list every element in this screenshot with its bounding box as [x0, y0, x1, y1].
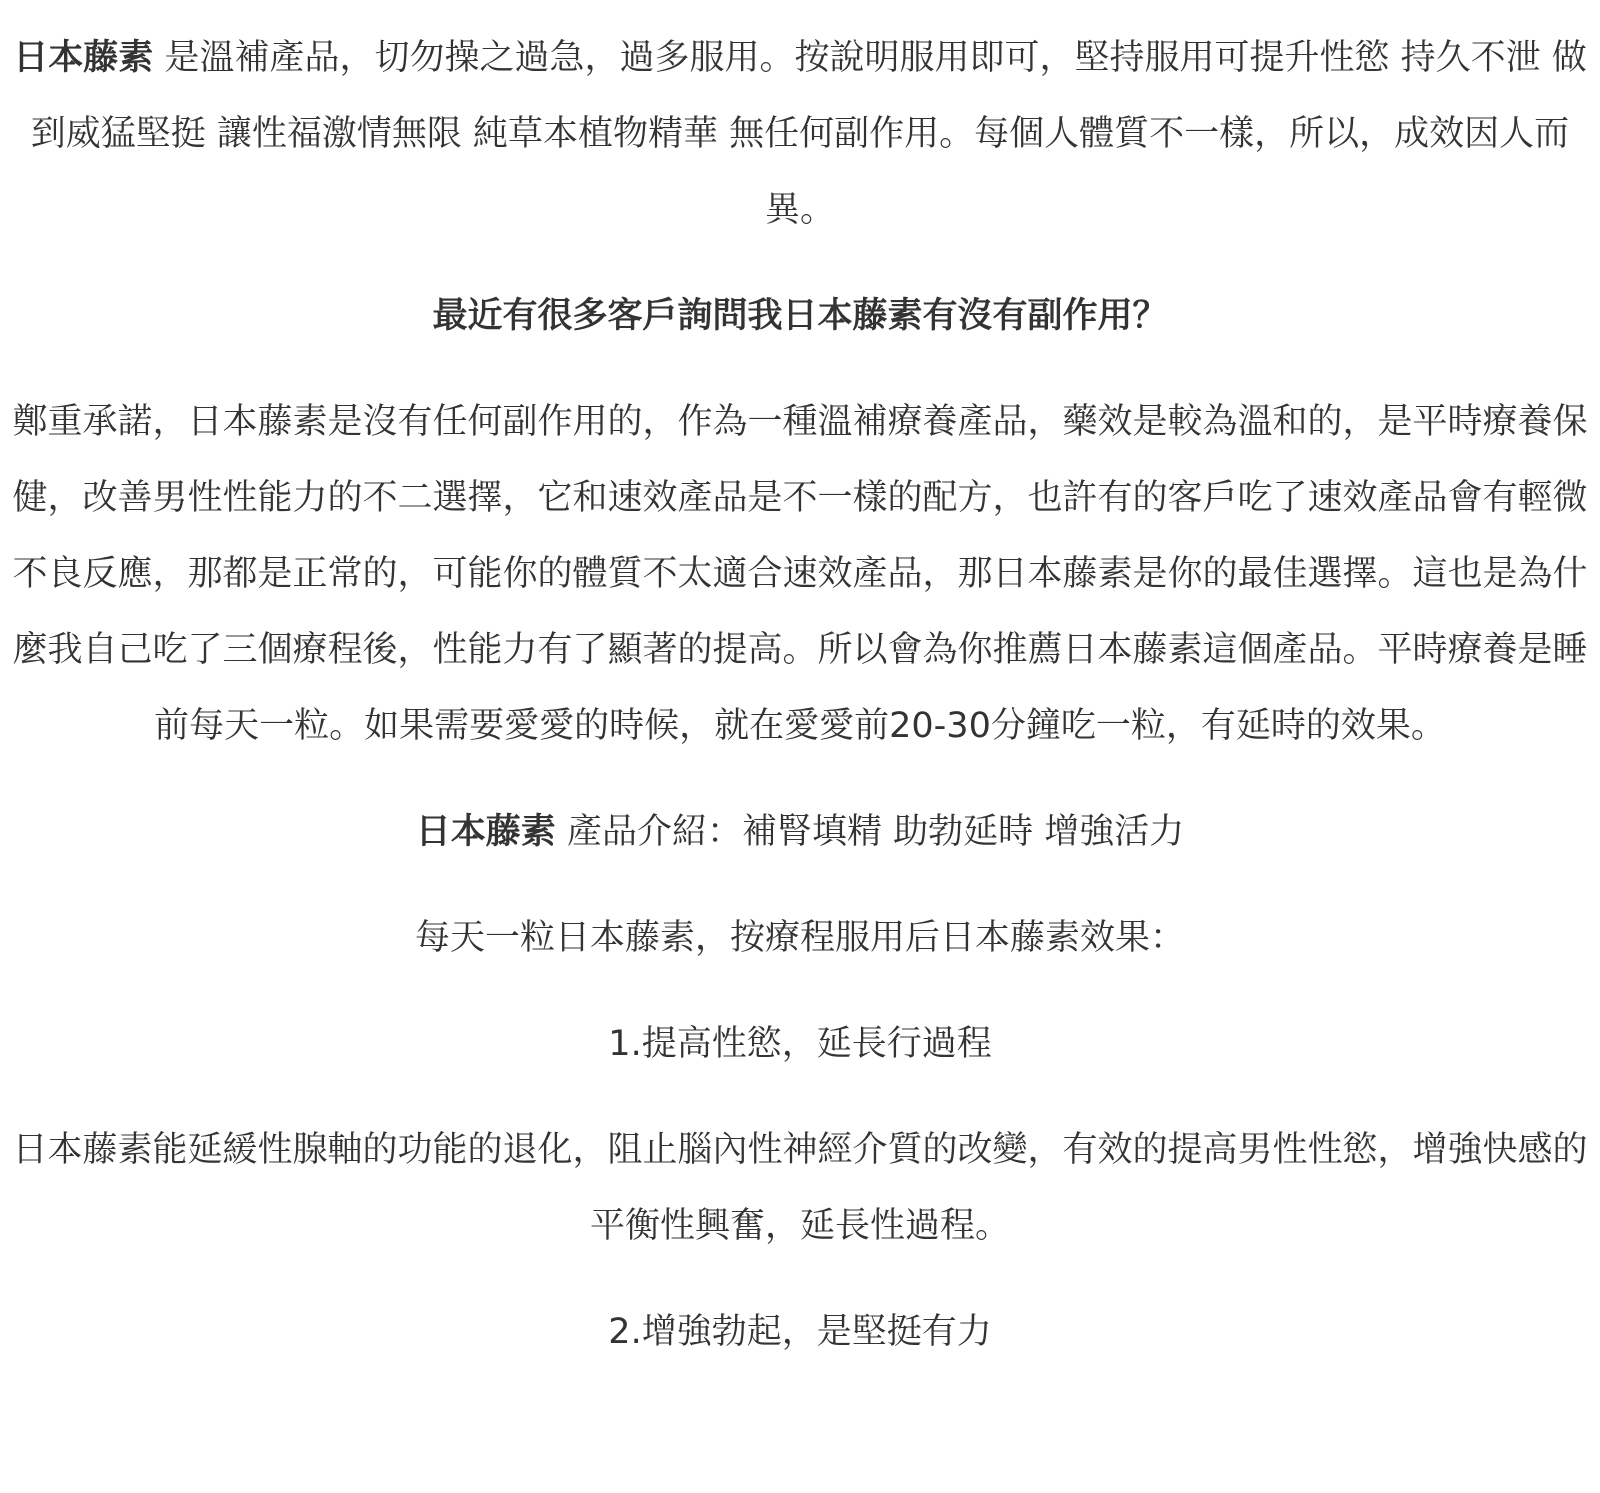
effect-1-title: 1.提高性慾，延長行過程	[608, 1024, 992, 1064]
brand-name: 日本藤素	[415, 812, 556, 852]
question-heading: 最近有很多客戶詢問我日本藤素有沒有副作用？	[432, 296, 1168, 336]
effect-1-body: 日本藤素能延緩性腺軸的功能的退化，阻止腦內性神經介質的改變，有效的提高男性性慾，增強快感的平衡性興奮，延長性過程。	[12, 1130, 1588, 1246]
effects-intro-line: 每天一粒日本藤素，按療程服用后日本藤素效果：	[414, 918, 1185, 958]
answer-paragraph: 鄭重承諾，日本藤素是沒有任何副作用的，作為一種溫補療養產品，藥效是較為溫和的，是平時療養保健，改善男性性能力的不二選擇，它和速效產品是不一樣的配方，也許有的客戶吃了速效產品會有輕微不良反應，那都是正常的，可能你的體質不太適合速效產品，那日本藤素是你的最佳選擇。這也是為什麼我自己吃了三個療程後，性能力有了顯著的提高。所以會為你推薦日本藤素這個產品。平時療養是睡前每天一粒。如果需要愛愛的時候，就在愛愛前20-30分鐘吃一粒，有延時的效果。	[12, 402, 1588, 746]
brand-name: 日本藤素	[13, 38, 154, 78]
intro-paragraph	[4, 20, 1596, 248]
intro-text: 是溫補產品，切勿操之過急，過多服用。按說明服用即可，堅持服用可提升性慾 持久不泄 做到威猛堅挺 讓性福激情無限 純草本植物精華 無任何副作用。每個人體質不一樣，所以，成效因人而異。	[30, 38, 1587, 230]
effect-2-title: 2.增強勃起，是堅挺有力	[608, 1312, 992, 1352]
product-intro-line	[4, 794, 1596, 870]
product-intro-text: 產品介紹：補腎填精 助勃延時 增強活力	[555, 812, 1185, 852]
